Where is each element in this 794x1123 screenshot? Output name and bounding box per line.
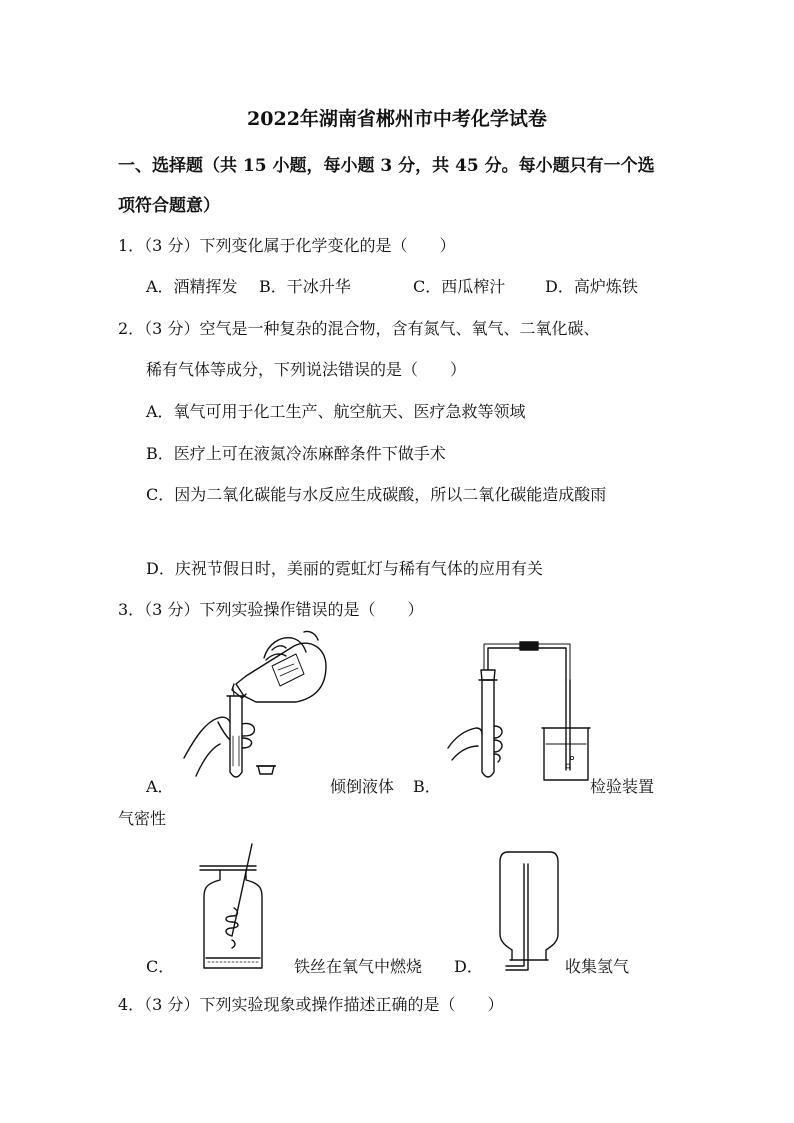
- question-1-option-a: A．酒精挥发: [146, 277, 238, 296]
- question-3-option-c-letter: C．: [146, 957, 175, 976]
- question-1-option-b: B．干冰升华: [259, 277, 351, 296]
- question-1-option-d: D．高炉炼铁: [545, 277, 638, 296]
- page-title: 2022年湖南省郴州市中考化学试卷: [247, 108, 547, 130]
- question-2-option-b: B．医疗上可在液氮冷冻麻醉条件下做手术: [146, 444, 446, 463]
- question-3-option-b-text-cont: 气密性: [118, 809, 167, 828]
- question-3-stem: 3．（3 分）下列实验操作错误的是（ ）: [118, 600, 424, 619]
- question-2-option-a: A．氧气可用于化工生产、航空航天、医疗急救等领域: [146, 402, 526, 421]
- figure-collecting-hydrogen: [494, 848, 564, 974]
- question-2-stem-line2: 稀有气体等成分，下列说法错误的是（ ）: [146, 360, 467, 379]
- question-3-option-c-text: 铁丝在氧气中燃烧: [294, 957, 423, 976]
- figure-airtightness-check: [446, 640, 596, 790]
- question-3-option-b-text: 检验装置: [590, 777, 655, 796]
- figure-pouring-liquid: [176, 626, 336, 786]
- question-3-option-b-letter: B．: [413, 777, 441, 796]
- question-3-option-d-letter: D．: [454, 957, 483, 976]
- question-2-option-c: C．因为二氧化碳能与水反应生成碳酸，所以二氧化碳能造成酸雨: [146, 485, 607, 504]
- question-4-stem: 4．（3 分）下列实验现象或操作描述正确的是（ ）: [118, 995, 504, 1014]
- section-heading-line2: 项符合题意）: [118, 196, 220, 216]
- question-1-stem: 1．（3 分）下列变化属于化学变化的是（ ）: [118, 236, 456, 255]
- question-3-option-d-text: 收集氢气: [565, 957, 630, 976]
- question-3-option-a-letter: A．: [146, 777, 174, 796]
- question-2-stem-line1: 2．（3 分）空气是一种复杂的混合物，含有氮气、氧气、二氧化碳、: [118, 319, 600, 338]
- question-2-option-d: D．庆祝节假日时，美丽的霓虹灯与稀有气体的应用有关: [146, 559, 543, 578]
- section-heading-line1: 一、选择题（共 15 小题，每小题 3 分，共 45 分。每小题只有一个选: [118, 156, 655, 176]
- question-3-option-a-text: 倾倒液体: [330, 777, 395, 796]
- figure-iron-wire-burning: [196, 844, 306, 974]
- question-1-option-c: C．西瓜榨汁: [413, 277, 506, 296]
